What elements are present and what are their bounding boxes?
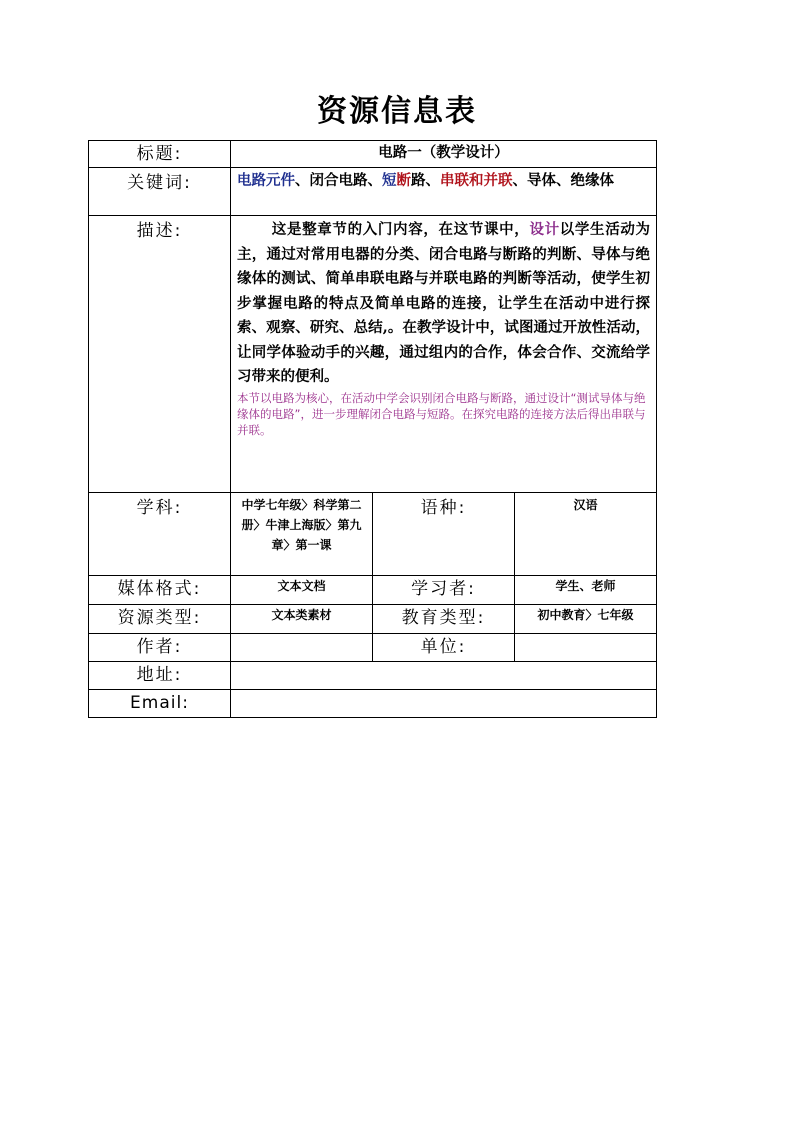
description-highlight: 设计 xyxy=(529,221,560,238)
resource-type-value: 文本类素材 xyxy=(231,605,373,634)
description-part-1: 这是整章节的入门内容，在这节课中， xyxy=(271,221,530,238)
keyword-sep-2: 路、 xyxy=(411,172,440,189)
page-title: 资源信息表 xyxy=(317,94,477,129)
keyword-break: 断 xyxy=(396,172,411,189)
media-format-value: 文本文档 xyxy=(231,576,373,605)
keywords-value xyxy=(231,168,657,216)
resource-info-table xyxy=(88,140,657,718)
description-value xyxy=(231,216,657,493)
title-value: 电路一（教学设计） xyxy=(231,141,657,168)
learner-label: 学习者: xyxy=(373,576,515,605)
media-format-label: 媒体格式: xyxy=(89,576,231,605)
description-part-2: 以学生活动为主，通过对常用电器的分类、闭合电路与断路的判断、导体与绝缘体的测试、简单串联电路与并联电路的判断等活动，使学生初步掌握电路的特点及简单电路的连接，让学生在活动中进行探索、观察、研究、总结,。在教学设计中，试图通过开放性活动，让同学体验动手的兴趣，通过组内的合作，体会合作、交流给学习带来的便利。 xyxy=(237,221,651,385)
resource-type-label: 资源类型: xyxy=(89,605,231,634)
subject-value: 中学七年级〉科学第二册〉牛津上海版〉第九章〉第一课 xyxy=(231,493,373,576)
language-value: 汉语 xyxy=(515,493,657,576)
row-address xyxy=(89,662,657,690)
row-title xyxy=(89,141,657,168)
author-label: 作者: xyxy=(89,634,231,662)
keyword-sep-3: 、导体、绝缘体 xyxy=(512,172,614,189)
description-label: 描述: xyxy=(89,216,231,493)
unit-value xyxy=(515,634,657,662)
description-extra-text: 本节以电路为核心，在活动中学会识别闭合电路与断路，通过设计“测试导体与绝缘体的电路”，进一步理解闭合电路与短路。在探究电路的连接方法后得出串联与并联。 xyxy=(237,390,646,437)
keyword-sep-1: 、闭合电路、 xyxy=(295,172,382,189)
language-label: 语种: xyxy=(373,493,515,576)
address-label: 地址: xyxy=(89,662,231,690)
author-value xyxy=(231,634,373,662)
row-description xyxy=(89,216,657,493)
address-value xyxy=(231,662,657,690)
unit-label: 单位: xyxy=(373,634,515,662)
row-author-unit xyxy=(89,634,657,662)
row-resource-education xyxy=(89,605,657,634)
keyword-series-parallel: 串联和并联 xyxy=(440,172,513,189)
row-subject-language xyxy=(89,493,657,576)
subject-label: 学科: xyxy=(89,493,231,576)
education-type-value: 初中教育〉七年级 xyxy=(515,605,657,634)
education-type-label: 教育类型: xyxy=(373,605,515,634)
description-main-text xyxy=(237,218,650,390)
row-email xyxy=(89,690,657,718)
email-value xyxy=(231,690,657,718)
keyword-circuit-element: 电路元件 xyxy=(237,172,295,189)
learner-value: 学生、老师 xyxy=(515,576,657,605)
keyword-short: 短 xyxy=(382,172,397,189)
row-keywords xyxy=(89,168,657,216)
row-media-learner xyxy=(89,576,657,605)
email-label: Email: xyxy=(89,690,231,718)
title-label: 标题: xyxy=(89,141,231,168)
keywords-label: 关键词: xyxy=(89,168,231,216)
